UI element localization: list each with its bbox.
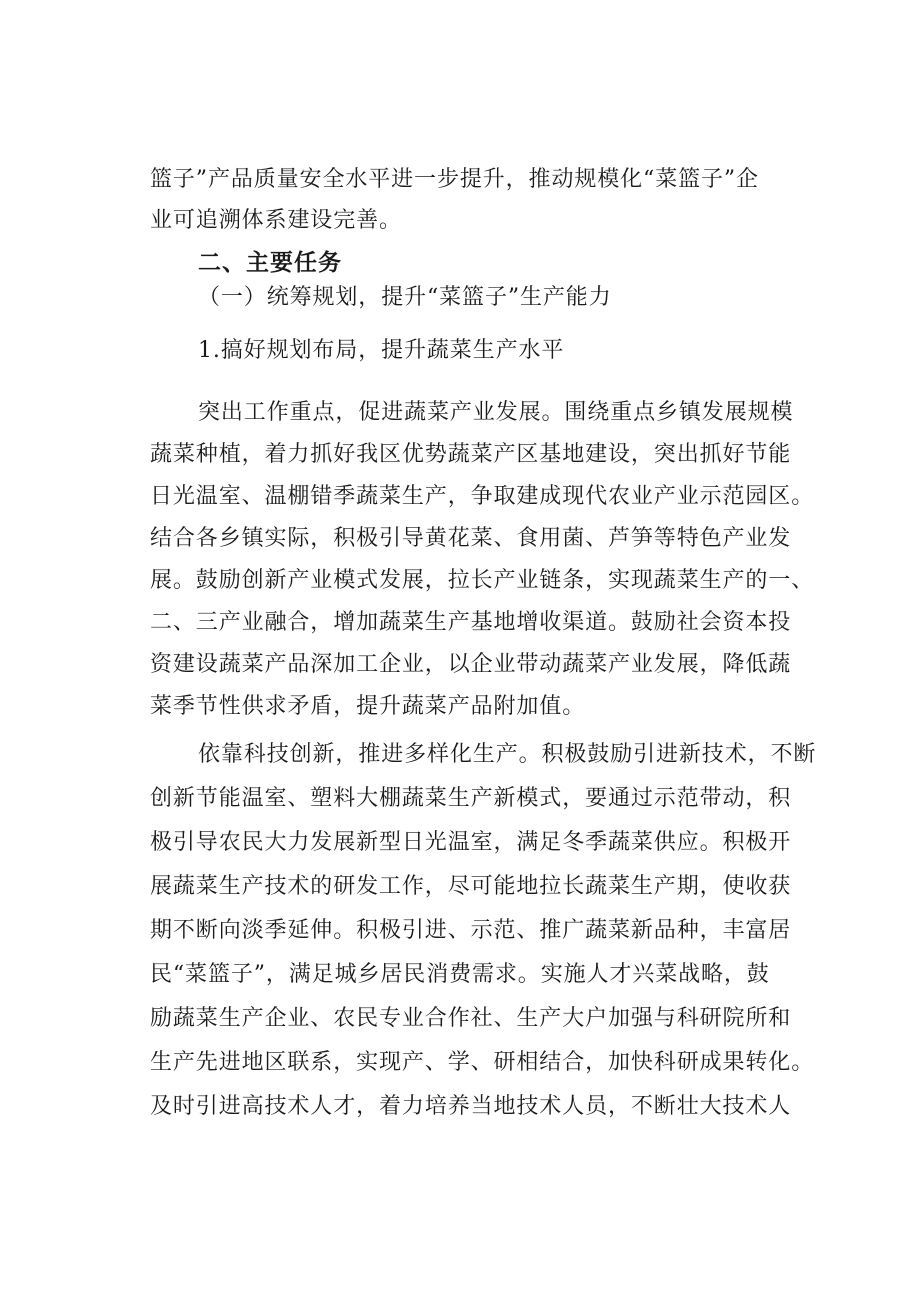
subsection-heading: （一）统筹规划，提升“菜篮子”生产能力 (198, 285, 612, 310)
paragraph1-line-1: 突出工作重点，促进蔬菜产业发展。围绕重点乡镇发展规模 (198, 400, 794, 425)
paragraph2-line-8: 生产先进地区联系，实现产、学、研相结合，加快科研成果转化。 (150, 1050, 815, 1075)
paragraph2-line-5: 期不断向淡季延伸。积极引进、示范、推广蔬菜新品种，丰富居 (150, 918, 792, 943)
paragraph1-line-7: 资建设蔬菜产品深加工企业，以企业带动蔬菜产业发展，降低蔬 (150, 652, 792, 677)
paragraph2-line-1: 依靠科技创新，推进多样化生产。积极鼓励引进新技术，不断 (198, 742, 817, 767)
paragraph2-line-4: 展蔬菜生产技术的研发工作，尽可能地拉长蔬菜生产期，使收获 (150, 874, 792, 899)
section-heading: 二、主要任务 (198, 250, 342, 276)
intro-line-1: 篮子”产品质量安全水平进一步提升，推动规模化“菜篮子”企 (150, 167, 759, 192)
paragraph1-line-5: 展。鼓励创新产业模式发展，拉长产业链条，实现蔬菜生产的一、 (150, 568, 815, 593)
intro-line-2: 业可追溯体系建设完善。 (150, 208, 402, 233)
paragraph2-line-6: 民“菜篮子”，满足城乡居民消费需求。实施人才兴菜战略，鼓 (150, 962, 770, 987)
paragraph1-line-2: 蔬菜种植，着力抓好我区优势蔬菜产区基地建设，突出抓好节能 (150, 442, 792, 467)
paragraph2-line-2: 创新节能温室、塑料大棚蔬菜生产新模式，要通过示范带动，积 (150, 786, 792, 811)
paragraph2-line-3: 极引导农民大力发展新型日光温室，满足冬季蔬菜供应。积极开 (150, 830, 792, 855)
paragraph2-line-9: 及时引进高技术人才，着力培养当地技术人员，不断壮大技术人 (150, 1094, 792, 1119)
paragraph1-line-6: 二、三产业融合，增加蔬菜生产基地增收渠道。鼓励社会资本投 (150, 610, 792, 635)
paragraph1-line-3: 日光温室、温棚错季蔬菜生产，争取建成现代农业产业示范园区。 (150, 484, 815, 509)
paragraph2-line-7: 励蔬菜生产企业、农民专业合作社、生产大户加强与科研院所和 (150, 1006, 792, 1031)
item-heading: 1.搞好规划布局，提升蔬菜生产水平 (198, 338, 565, 363)
paragraph1-line-8: 菜季节性供求矛盾，提升蔬菜产品附加值。 (150, 694, 586, 719)
paragraph1-line-4: 结合各乡镇实际，积极引导黄花菜、食用菌、芦笋等特色产业发 (150, 526, 792, 551)
